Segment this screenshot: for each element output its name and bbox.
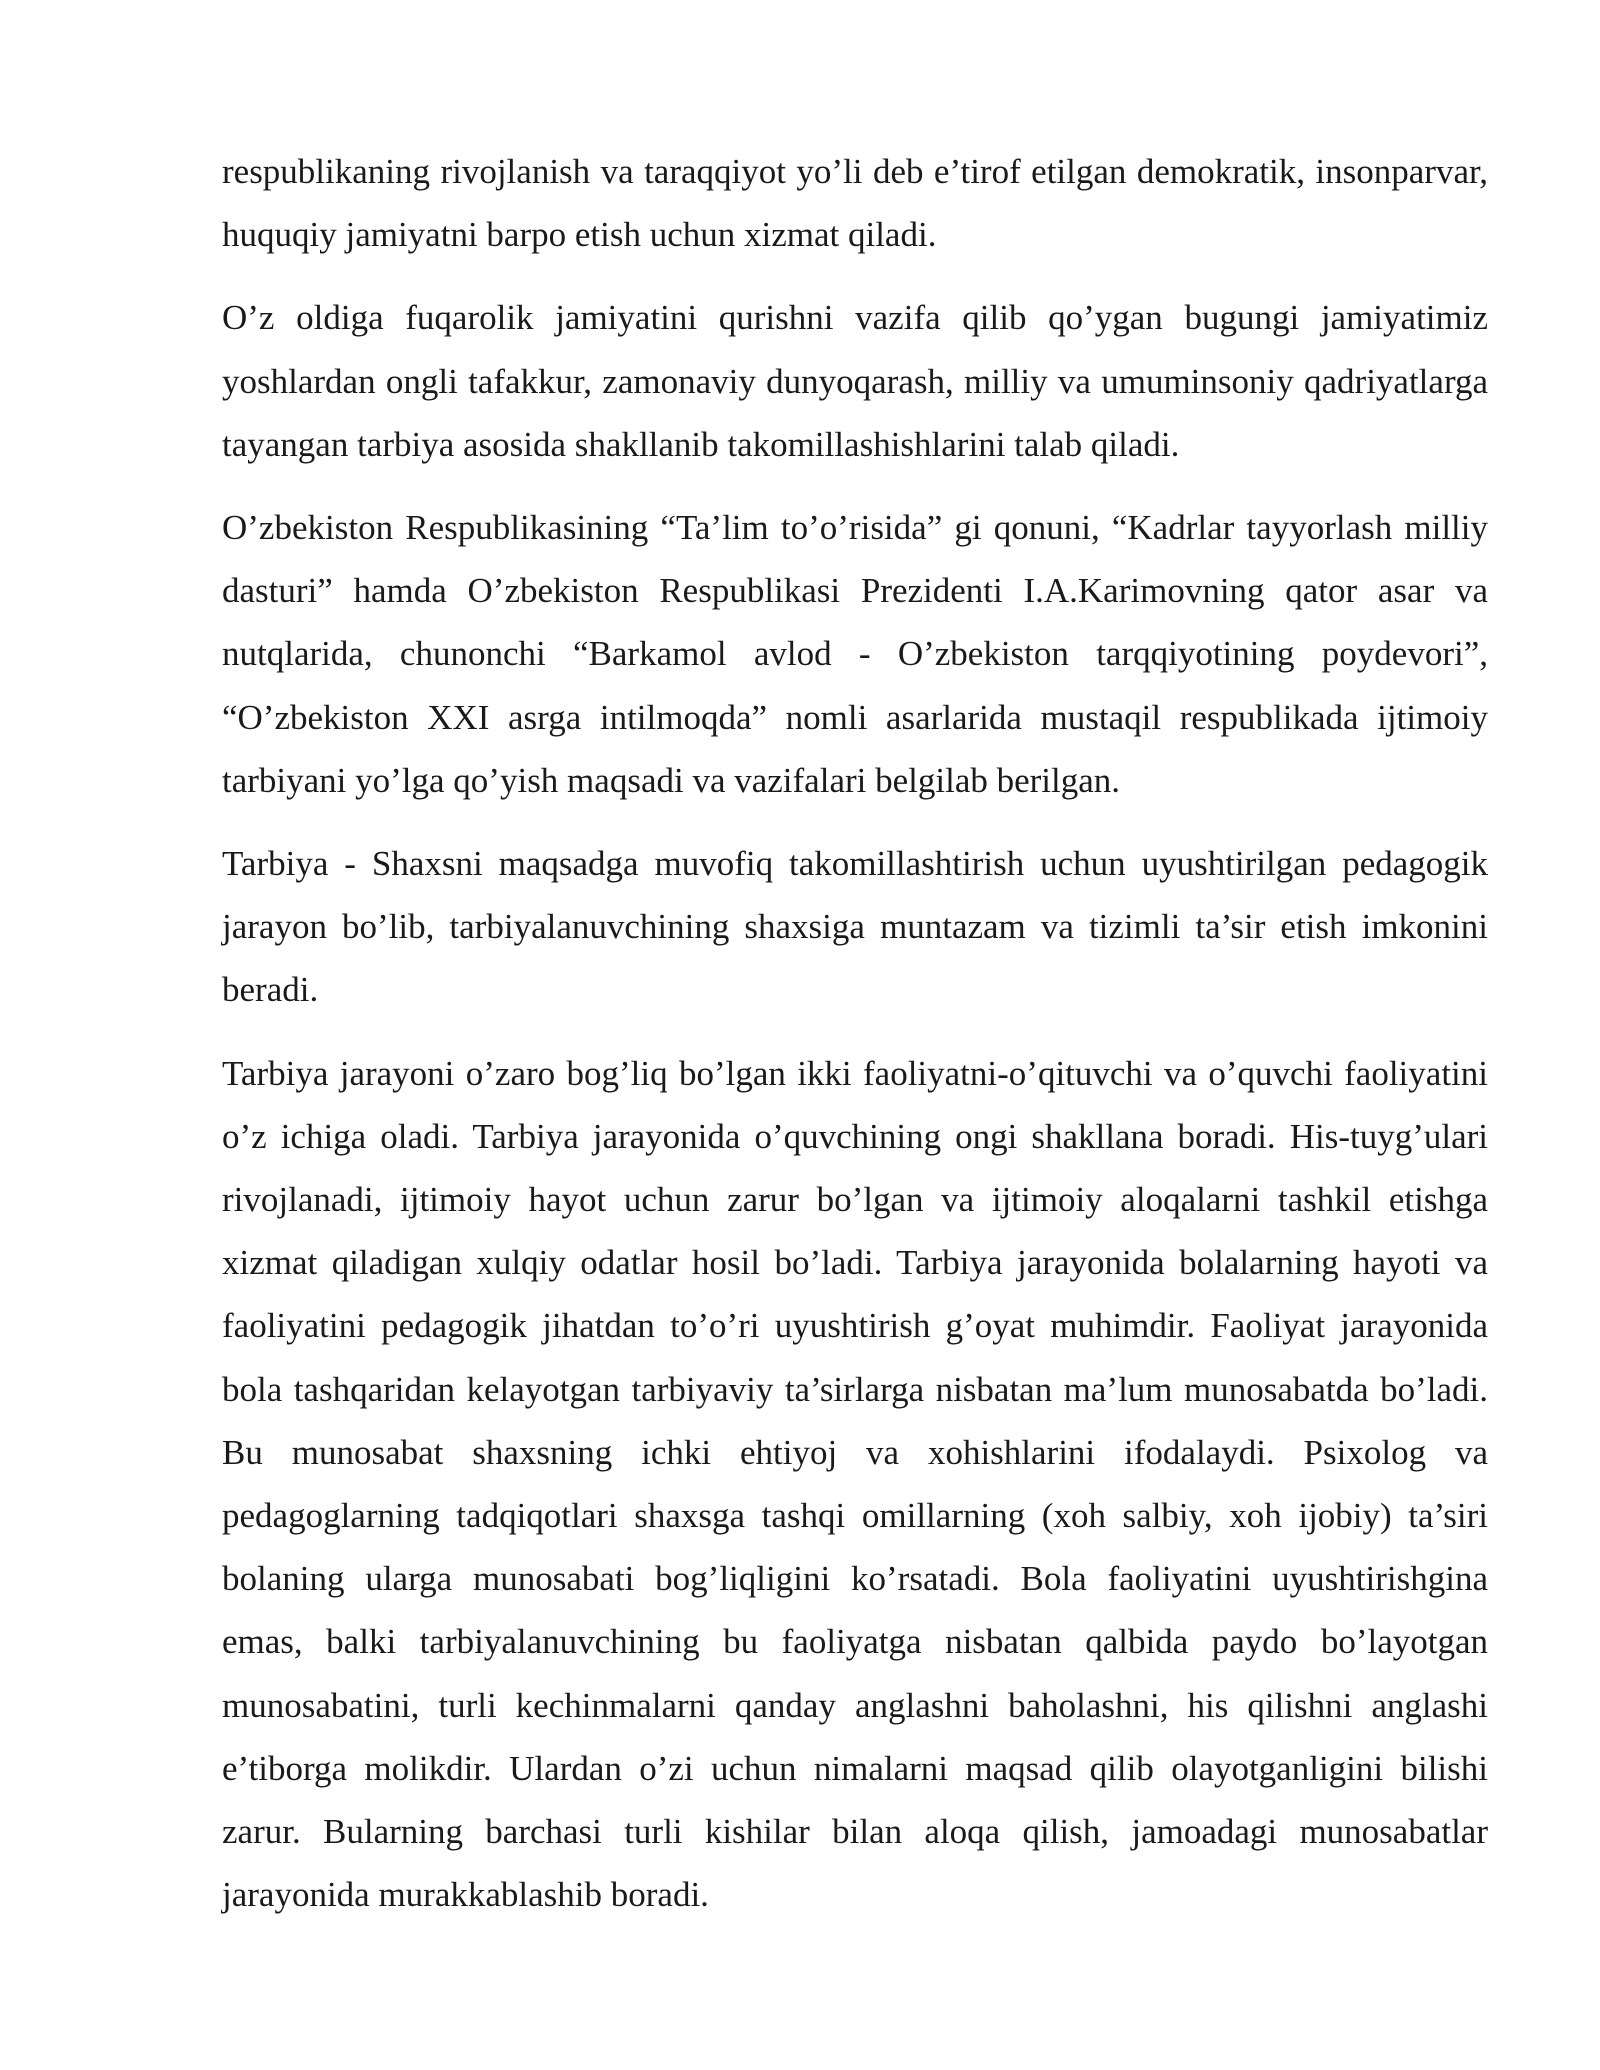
paragraph-2: O’z oldiga fuqarolik jamiyatini qurishni vazifa qilib qo’ygan bugungi jamiyatimiz yoshlardan ongli tafakkur, zamonaviy dunyoqarash, milliy va umuminsoniy qadriyatlarga tayangan tarbiya asosida shakllanib takomillashishlarini talab qiladi. (222, 298, 1488, 464)
body-text (222, 140, 1488, 1946)
paragraph-5: Tarbiya jarayoni o’zaro bog’liq bo’lgan ikki faoliyatni-o’qituvchi va o’quvchi faoliyatini o’z ichiga oladi. Tarbiya jarayonida o’quvchining ongi shakllana boradi. His-tuyg’ulari rivojlanadi, ijtimoiy hayot uchun zarur bo’lgan va ijtimoiy aloqalarni tashkil etishga xizmat qiladigan xulqiy odatlar hosil bo’ladi. Tarbiya jarayonida bolalarning hayoti va faoliyatini pedagogik jihatdan to’o’ri uyushtirish g’oyat muhimdir. Faoliyat jarayonida bola tashqaridan kelayotgan tarbiyaviy ta’sirlarga nisbatan ma’lum munosabatda bo’ladi. Bu munosabat shaxsning ichki ehtiyoj va xohishlarini ifodalaydi. Psixolog va pedagoglarning tadqiqotlari shaxsga tashqi omillarning (xoh salbiy, xoh ijobiy) ta’siri bolaning ularga munosabati bog’liqligini ko’rsatadi. Bola faoliyatini uyushtirishgina emas, balki tarbiyalanuvchining bu faoliyatga nisbatan qalbida paydo bo’layotgan munosabatini, turli kechinmalarni qanday anglashni baholashni, his qilishni anglashi e’tiborga molikdir. Ulardan o’zi uchun nimalarni maqsad qilib olayotganligini bilishi zarur. Bularning barchasi turli kishilar bilan aloqa qilish, jamoadagi munosabatlar jarayonida murakkablashib boradi. (222, 1053, 1488, 1915)
paragraph-1: respublikaning rivojlanish va taraqqiyot yo’li deb e’tirof etilgan demokratik, insonparvar, huquqiy jamiyatni barpo etish uchun xizmat qiladi. (222, 152, 1488, 255)
paragraph-3: O’zbekiston Respublikasining “Ta’lim to’o’risida” gi qonuni, “Kadrlar tayyorlash milliy dasturi” hamda O’zbekiston Respublikasi Prezidenti I.A.Karimovning qator asar va nutqlarida, chunonchi “Barkamol avlod - O’zbekiston tarqqiyotining poydevori”, “O’zbekiston XXI asrga intilmoqda” nomli asarlarida mustaqil respublikada ijtimoiy tarbiyani yo’lga qo’yish maqsadi va vazifalari belgilab berilgan. (222, 508, 1488, 800)
paragraph-4: Tarbiya - Shaxsni maqsadga muvofiq takomillashtirish uchun uyushtirilgan pedagogik jarayon bo’lib, tarbiyalanuvchining shaxsiga muntazam va tizimli ta’sir etish imkonini beradi. (222, 844, 1488, 1010)
